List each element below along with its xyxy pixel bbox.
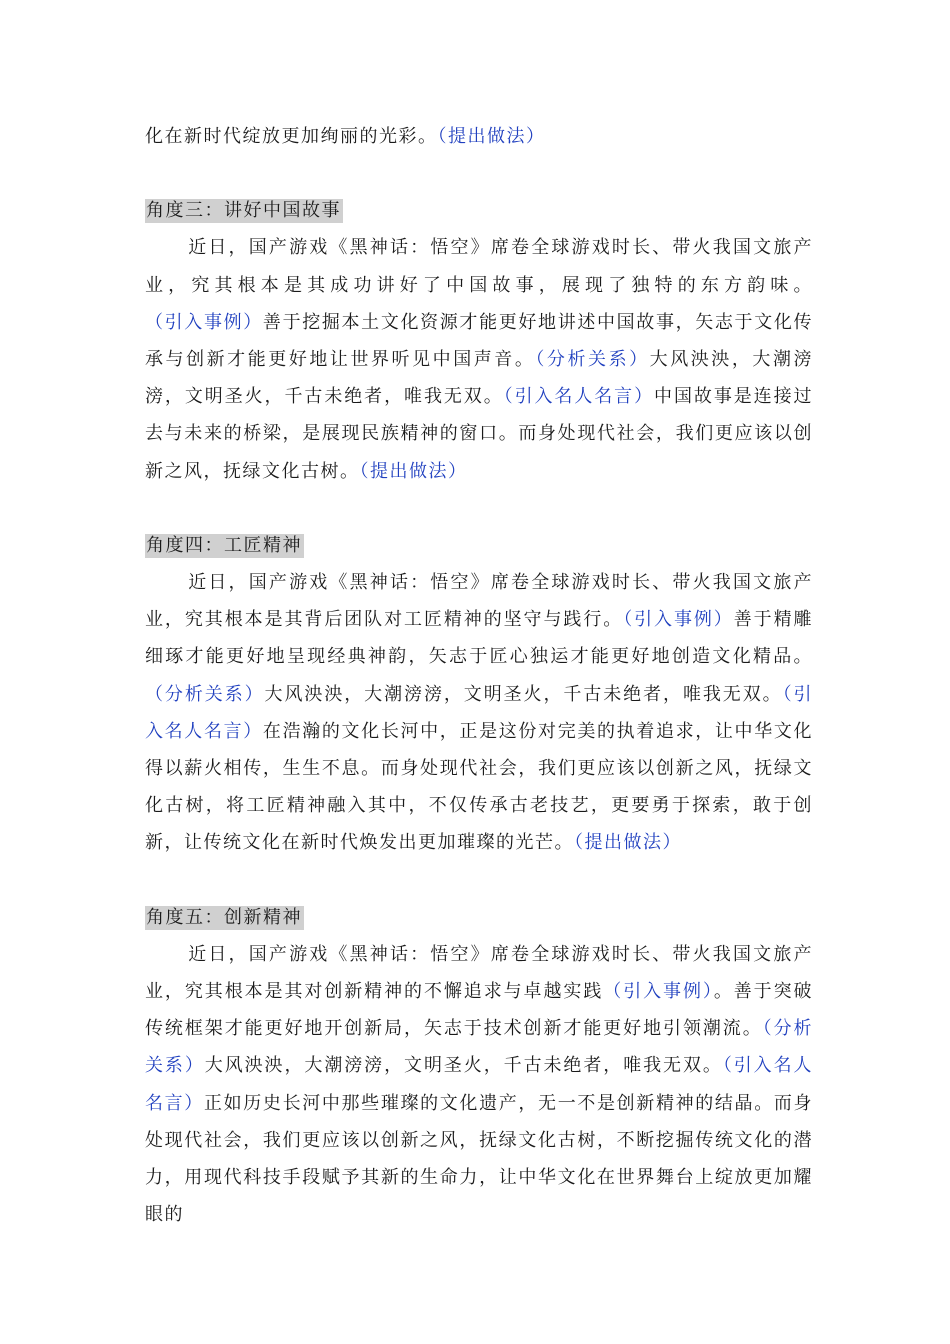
intro-tail-paragraph (145, 118, 813, 155)
annotation-quote: （引入名人名言） (145, 1055, 814, 1114)
annotation-analyze-relation: （分析关系） (145, 683, 265, 705)
body-text: 在浩瀚的文化长河中，正是这份对完美的执着追求，让中华文化得以薪火相传，生生不息。而身处现代社会，我们更应该以创新之风，抚绿文化古树，将工匠精神融入其中，不仅传承古老技艺，更要勇于探索，敢于创新，让传统文化在新时代焕发出更加璀璨的光芒。 (145, 720, 814, 854)
body-text: 中国故事是连接过去与未来的桥梁，是展现民族精神的窗口。而身处现代社会，我们更应该以创新之风，抚绿文化古树。 (145, 386, 814, 482)
section-body-angle-3 (145, 229, 813, 489)
body-text: 近日，国产游戏《黑神话：悟空》席卷全球游戏时长、带火我国文旅产业，究其根本是其背后团队对工匠精神的坚守与践行。 (145, 572, 813, 631)
body-text: 大风泱泱，大潮滂滂，文明圣火，千古未绝者，唯我无双。 (145, 349, 813, 408)
body-text: 善于挖掘本土文化资源才能更好地讲述中国故事，矢志于文化传承与创新才能更好地让世界听见中国声音。 (145, 311, 814, 371)
body-text: 近日，国产游戏《黑神话：悟空》席卷全球游戏时长、带火我国文旅产业，究其根本是其成功讲好了中国故事，展现了独特的东方韵味。 (145, 237, 813, 296)
body-text: 正如历史长河中那些璀璨的文化遗产，无一不是创新精神的结晶。而身处现代社会，我们更应该以创新之风，抚绿文化古树，不断挖掘传统文化的潜力，用现代科技手段赋予其新的生命力，让中华文化在世界舞台上绽放更加耀眼的 (145, 1092, 814, 1226)
body-text: 善于精雕细琢才能更好地呈现经典神韵，矢志于匠心独运才能更好地创造文化精品。 (145, 609, 814, 668)
body-text: 近日，国产游戏《黑神话：悟空》席卷全球游戏时长、带火我国文旅产业，究其根本是其对创新精神的不懈追求与卓越实践 (145, 943, 813, 1003)
annotation-propose-method: （提出做法） (359, 460, 468, 482)
annotation-example: （引入事例） (623, 609, 734, 631)
annotation-example: （引入事例） (603, 981, 714, 1003)
annotation-quote: （引入名人名言） (145, 683, 814, 742)
section-body-angle-5 (145, 936, 813, 1234)
annotation-propose-method: （提出做法） (574, 832, 682, 854)
document-body (145, 118, 813, 1233)
annotation-analyze-relation: （分析关系） (145, 1018, 814, 1077)
annotation-analyze-relation: （分析关系） (535, 349, 650, 371)
body-text: 大风泱泱，大潮滂滂，文明圣火，千古未绝者，唯我无双。 (204, 1055, 723, 1077)
annotation-propose-method: （提出做法） (437, 126, 546, 147)
annotation-quote: （引入名人名言） (503, 386, 655, 408)
intro-tail-text: 化在新时代绽放更加绚丽的光彩。 (145, 126, 438, 147)
section-body-angle-4 (145, 564, 813, 862)
section-heading-angle-4: 角度四：工匠精神 (146, 534, 302, 556)
body-text: 。善于突破传统框架才能更好地开创新局，矢志于技术创新才能更好地引领潮流。 (145, 981, 814, 1040)
annotation-example: （引入事例） (145, 311, 263, 333)
section-heading-angle-3: 角度三：讲好中国故事 (146, 200, 341, 222)
spacer (145, 490, 813, 527)
body-text: 大风泱泱，大潮滂滂，文明圣火，千古未绝者，唯我无双。 (264, 683, 783, 705)
spacer (145, 862, 813, 899)
section-heading-angle-5: 角度五：创新精神 (146, 906, 302, 928)
spacer (145, 155, 813, 192)
